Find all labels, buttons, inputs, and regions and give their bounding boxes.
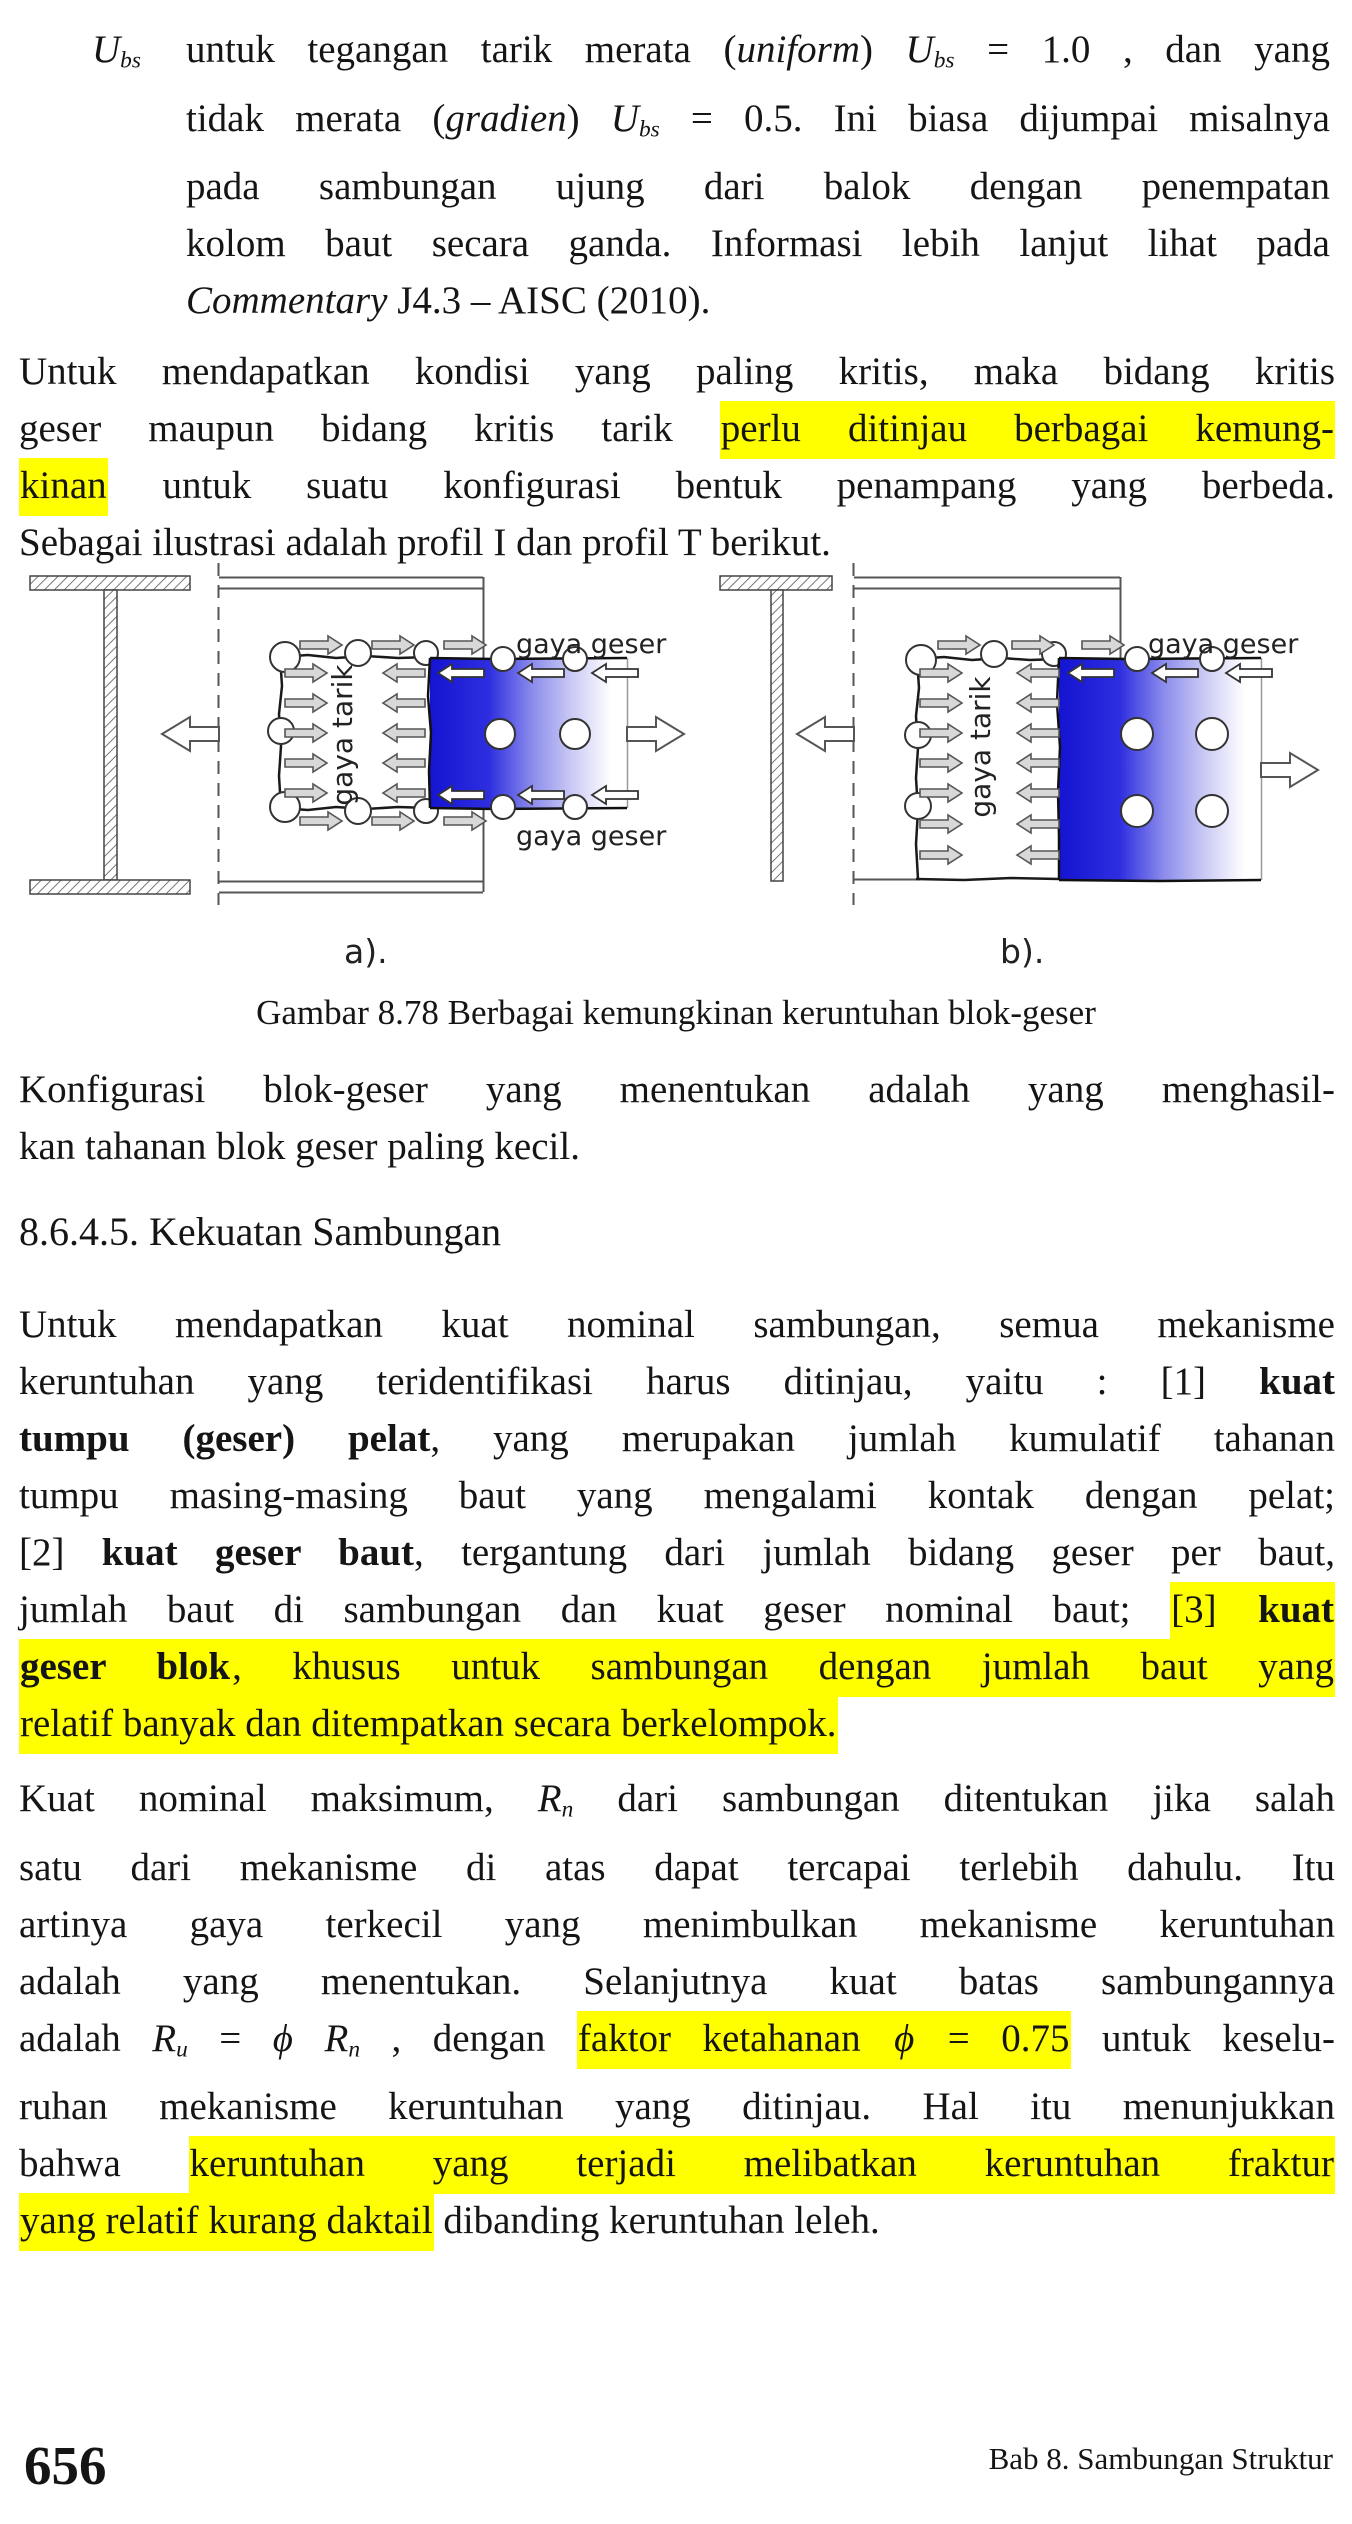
highlighted-text: yang relatif kurang daktail (19, 2193, 434, 2251)
text-line (19, 1296, 1335, 1353)
panel-a-label: a). (344, 932, 388, 971)
text-line (19, 2010, 1335, 2079)
text-segment: , tergantung dari jumlah bidang geser per baut, (414, 1531, 1335, 1574)
text-line (19, 1896, 1335, 1953)
shear-block-b (1057, 647, 1262, 881)
text-line (19, 2135, 1335, 2192)
text-segment: tidak merata ( (186, 96, 446, 140)
text-line (186, 215, 1330, 272)
text-segment: satu dari mekanisme di atas dapat tercapai terlebih dahulu. Itu (19, 1845, 1335, 1889)
text-segment: u (176, 2036, 188, 2063)
text-segment: kan tahanan blok geser paling kecil. (19, 1125, 580, 1168)
text-segment: artinya gaya terkecil yang menimbulkan mekanisme keruntuhan (19, 1902, 1335, 1946)
highlighted-text: geser blok (19, 1639, 231, 1697)
text-line (92, 21, 141, 90)
text-segment: ruhan mekanisme keruntuhan yang ditinjau. Hal itu menunjukkan (19, 2085, 1335, 2129)
text-segment: ) (566, 96, 611, 140)
highlighted-text: = 0.75 (915, 2011, 1070, 2069)
figure-panel-a (30, 563, 684, 971)
text-line (19, 1638, 1335, 1695)
text-segment: gradien (445, 96, 567, 140)
highlighted-text: perlu ditinjau berbagai kemung- (720, 401, 1335, 459)
gaya-geser-label-b: gaya geser (1148, 629, 1299, 660)
gaya-tarik-label-a: gaya tarik (326, 664, 359, 806)
text-segment: geser maupun bidang kritis tarik (19, 407, 720, 450)
text-segment: n (348, 2036, 361, 2063)
text-segment: bahwa (19, 2142, 189, 2186)
text-line (19, 1581, 1335, 1638)
text-segment: dari sambungan ditentukan jika salah (573, 1777, 1335, 1820)
text-segment: J4.3 – AISC (2010). (387, 279, 711, 323)
paragraph-ubs (186, 21, 1330, 329)
text-line (19, 1118, 1335, 1175)
text-segment: bs (120, 47, 141, 74)
text-segment: Untuk mendapatkan kondisi yang paling kritis, maka bidang kritis (19, 350, 1335, 393)
text-segment: tumpu (geser) pelat (19, 1417, 431, 1460)
text-line (186, 90, 1330, 159)
text-segment: Konfigurasi blok-geser yang menentukan adalah yang menghasil- (19, 1068, 1335, 1111)
text-segment: kuat geser baut (101, 1531, 415, 1574)
text-segment: U (92, 28, 121, 71)
text-segment: adalah yang menentukan. Selanjutnya kuat batas sambungannya (19, 1959, 1335, 2003)
text-line (19, 1061, 1335, 1118)
text-segment: Kuat nominal maksimum, (19, 1777, 538, 1820)
text-segment: untuk suatu konfigurasi bentuk penampang yang berbeda. (107, 464, 1335, 507)
text-line (19, 1467, 1335, 1524)
text-segment: = 1.0 , dan yang (954, 28, 1330, 71)
section-heading: 8.6.4.5. Kekuatan Sambungan (19, 1209, 502, 1254)
text-segment: Untuk mendapatkan kuat nominal sambungan, semua mekanisme (19, 1303, 1335, 1346)
text-line (19, 457, 1335, 514)
highlighted-text: kuat (1257, 1582, 1335, 1640)
text-line (19, 1953, 1335, 2010)
text-segment: R (324, 2016, 349, 2060)
text-segment: [2] (19, 1531, 102, 1574)
page-number: 656 (24, 2435, 107, 2496)
text-segment: Commentary (186, 279, 388, 323)
text-segment: = 0.5. Ini biasa dijumpai misalnya (659, 96, 1330, 140)
text-segment: Sebagai ilustrasi adalah profil I dan profil T berikut. (19, 521, 831, 564)
text-line (186, 272, 1330, 329)
text-segment: R (537, 1777, 562, 1820)
text-line (19, 343, 1335, 400)
text-line (19, 1770, 1335, 1839)
text-line (19, 2192, 1335, 2249)
text-segment: kolom baut secara ganda. Informasi lebih lanjut lihat pada (186, 222, 1330, 266)
text-segment (293, 2017, 325, 2060)
highlighted-text: , khusus untuk sambungan dengan jumlah baut yang (231, 1639, 1335, 1697)
gaya-tarik-label-b: gaya tarik (964, 676, 997, 818)
text-segment: = (187, 2016, 273, 2060)
text-segment: , yang merupakan jumlah kumulatif tahanan (430, 1417, 1335, 1460)
paragraph-kuat-nominal-mekanisme (19, 1296, 1335, 1752)
text-line (19, 1695, 1335, 1752)
text-segment: bs (638, 116, 660, 143)
text-segment: ϕ (272, 2016, 293, 2060)
highlighted-text: relatif banyak dan ditempatkan secara berkelompok. (19, 1696, 838, 1754)
text-line (19, 1839, 1335, 1896)
gaya-geser-label-bottom-a: gaya geser (516, 821, 667, 852)
figure-caption: Gambar 8.78 Berbagai kemungkinan keruntuhan blok-geser (256, 993, 1096, 1032)
paragraph-konfigurasi (19, 1061, 1335, 1175)
panel-b-label: b). (1000, 932, 1045, 971)
text-line (19, 1524, 1335, 1581)
text-segment: U (610, 96, 639, 140)
chapter-footer: Bab 8. Sambungan Struktur (988, 2441, 1333, 2476)
paragraph-kuat-maksimum (19, 1770, 1335, 2249)
text-line (186, 21, 1330, 90)
text-segment: n (561, 1796, 574, 1823)
text-segment: dibanding keruntuhan leleh. (433, 2199, 880, 2243)
block-shear-figure (0, 563, 1352, 985)
highlighted-text: [3] (1170, 1582, 1257, 1640)
text-segment: , dengan (360, 2016, 577, 2060)
text-segment: tumpu masing-masing baut yang mengalami kontak dengan pelat; (19, 1474, 1335, 1517)
text-segment: adalah (19, 2016, 153, 2060)
text-line (19, 1410, 1335, 1467)
highlighted-text: faktor ketahanan (577, 2011, 893, 2069)
highlighted-text: kinan (19, 458, 108, 516)
figure-panel-b (720, 563, 1318, 971)
text-line (19, 2078, 1335, 2135)
text-segment: ) (859, 28, 906, 71)
text-segment: keruntuhan yang teridentifikasi harus ditinjau, yaitu : [1] (19, 1360, 1260, 1403)
highlighted-text: keruntuhan yang terjadi melibatkan keruntuhan fraktur (189, 2136, 1335, 2194)
text-segment: kuat (1259, 1360, 1335, 1403)
highlighted-text: ϕ (893, 2011, 915, 2069)
text-segment: uniform (736, 28, 860, 71)
text-segment: R (152, 2016, 177, 2060)
text-line (19, 1353, 1335, 1410)
gaya-geser-label-top-a: gaya geser (516, 629, 667, 660)
text-line (19, 400, 1335, 457)
paragraph-kondisi-kritis (19, 343, 1335, 571)
text-segment: pada sambungan ujung dari balok dengan penempatan (186, 165, 1330, 209)
text-segment: jumlah baut di sambungan dan kuat geser nominal baut; (19, 1588, 1171, 1631)
text-segment: untuk tegangan tarik merata ( (186, 28, 737, 71)
paragraph-hanging-term (92, 21, 141, 90)
text-segment: U (905, 28, 934, 71)
text-segment: bs (933, 47, 955, 74)
text-line (186, 158, 1330, 215)
text-segment: untuk keselu- (1070, 2016, 1335, 2060)
